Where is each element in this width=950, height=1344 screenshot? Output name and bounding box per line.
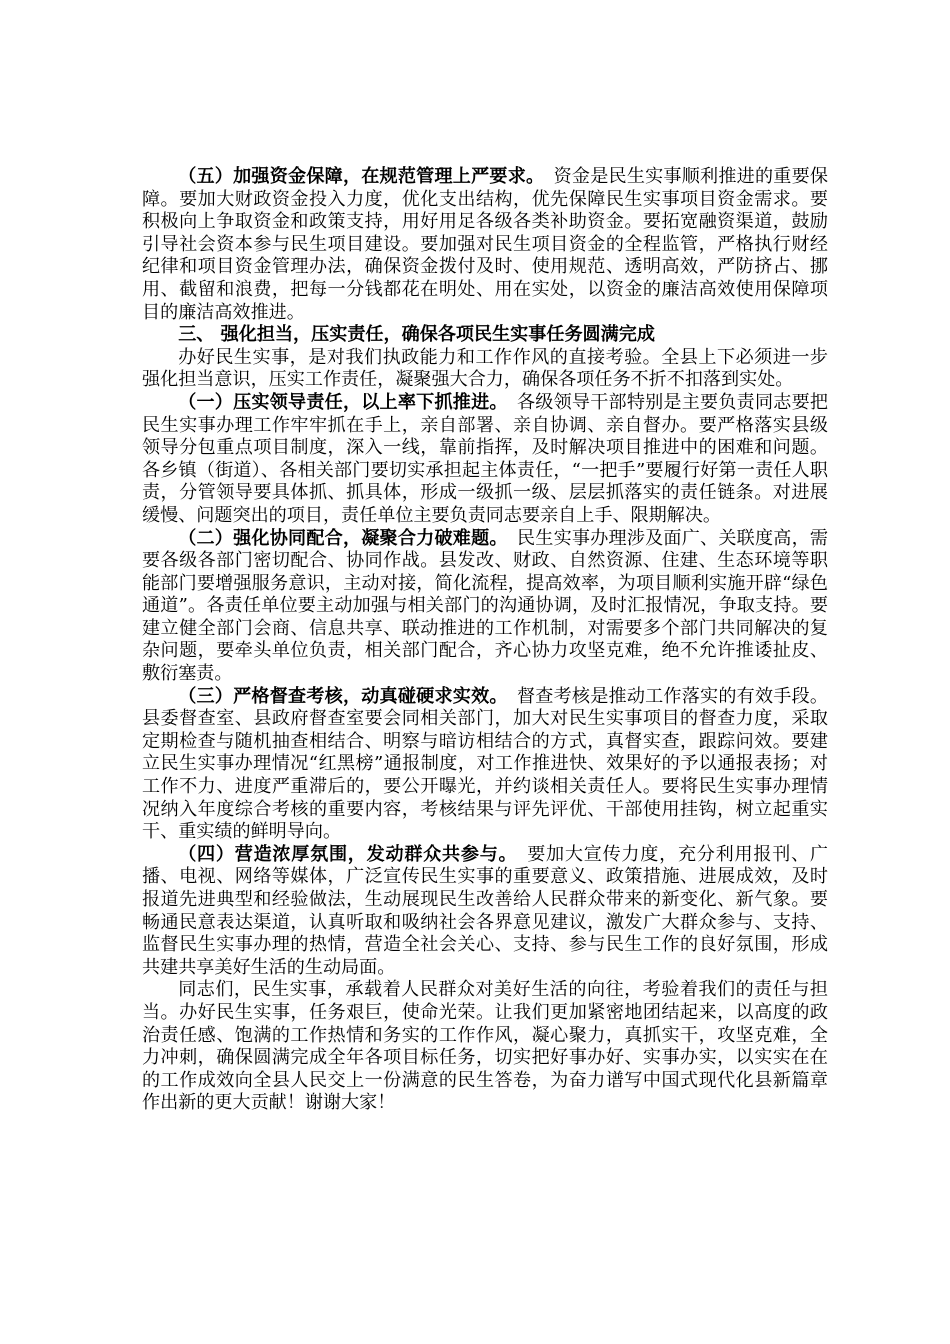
paragraph-text: 要加大宣传力度，充分利用报刊、广播、电视、网络等媒体，广泛宣传民生实事的重要意义、政策措施、进展成效，及时报道先进典型和经验做法，生动展现民生改善给人民群众带来的新变化、新气象。要畅通民意表达渠道，认真听取和吸纳社会各界意见建议，激发广大群众参与、支持、监督民生实事办理的热情，营造全社会关心、支持、参与民生工作的良好氛围，形成共建共享美好生活的生动局面。 [142,843,828,978]
paragraph-text: 资金是民生实事顺利推进的重要保障。要加大财政资金投入力度，优化支出结构，优先保障民生实事项目资金需求。要积极向上争取资金和政策支持，用好用足各级各类补助资金。要拓宽融资渠道，鼓励引导社会资本参与民生项目建设。要加强对民生项目资金的全程监管，严格执行财经纪律和项目资金管理办法，确保资金拨付及时、使用规范、透明高效，严防挤占、挪用、截留和浪费，把每一分钱都花在明处、用在实处，以资金的廉洁高效使用保障项目的廉洁高效推进。 [142,166,828,323]
paragraph-coordination [142,528,828,686]
paragraph-text: 督查考核是推动工作落实的有效手段。县委督查室、县政府督查室要会同相关部门，加大对民生实事项目的督查力度，采取定期检查与随机抽查相结合、明察与暗访相结合的方式，真督实查，跟踪问效。要建立民生实事办理情况“红黑榜”通报制度，对工作推进快、效果好的予以通报表扬；对工作不力、进度严重滞后的，要公开曝光，并约谈相关责任人。要将民生实事办理情况纳入年度综合考核的重要内容，考核结果与评先评优、干部使用挂钩，树立起重实干、重实绩的鲜明导向。 [142,685,828,843]
paragraph-text: 同志们，民生实事，承载着人民群众对美好生活的向往，考验着我们的责任与担当。办好民生实事，任务艰巨，使命光荣。让我们更加紧密地团结起来，以高度的政治责任感、饱满的工作热情和务实的工作作风，凝心聚力，真抓实干，攻坚克难，全力冲刺，确保圆满完成全年各项目标任务，切实把好事办好、实事办实，以实实在在的工作成效向全县人民交上一份满意的民生答卷，为奋力谱写中国式现代化县新篇章作出新的更大贡献！谢谢大家！ [142,979,828,1114]
paragraph-text: 各级领导干部特别是主要负责同志要把民生实事办理工作牢牢抓在手上，亲自部署、亲自协调、亲自督办。要严格落实县级领导分包重点项目制度，深入一线，靠前指挥，及时解决项目推进中的困难和问题。各乡镇（街道）、各相关部门要切实承担起主体责任，“一把手”要履行好第一责任人职责，分管领导要具体抓、抓具体，形成一级抓一级、层层抓落实的责任链条。对进展缓慢、问题突出的项目，责任单位主要负责同志要亲自上手、限期解决。 [142,391,828,526]
paragraph-atmosphere [142,844,828,980]
paragraph-text: 民生实事办理涉及面广、关联度高，需要各级各部门密切配合、协同作战。县发改、财政、自然资源、住建、生态环境等职能部门要增强服务意识，主动对接，简化流程，提高效率，为项目顺利实施开辟“绿色通道”。各责任单位要主动加强与相关部门的沟通协调，及时汇报情况，争取支持。要建立健全部门会商、信息共享、联动推进的工作机制，对需要多个部门共同解决的复杂问题，要牵头单位负责，相关部门配合，齐心协力攻坚克难，绝不允许推诿扯皮、敷衍塞责。 [142,527,828,685]
paragraph-lead: （三）严格督查考核，动真碰硬求实效。 [178,685,508,707]
paragraph-text: 办好民生实事，是对我们执政能力和工作作风的直接考验。全县上下必须进一步强化担当意识，压实工作责任，凝聚强大合力，确保各项任务不折不扣落到实处。 [142,346,828,391]
section-heading-three: 三、 强化担当，压实责任，确保各项民生实事任务圆满完成 [178,324,655,346]
paragraph-closing [142,979,828,1115]
paragraph-section-intro [142,347,828,392]
paragraph-fund-guarantee [142,166,828,324]
paragraph-leadership-responsibility [142,392,828,528]
paragraph-lead: （一）压实领导责任，以上率下抓推进。 [178,391,508,413]
document-page [142,166,828,1115]
paragraph-supervision [142,686,828,844]
paragraph-lead: （五）加强资金保障，在规范管理上严要求。 [178,166,545,187]
paragraph-lead: （四）营造浓厚氛围，发动群众共参与。 [178,843,518,865]
paragraph-lead: （二）强化协同配合，凝聚合力破难题。 [178,527,508,549]
